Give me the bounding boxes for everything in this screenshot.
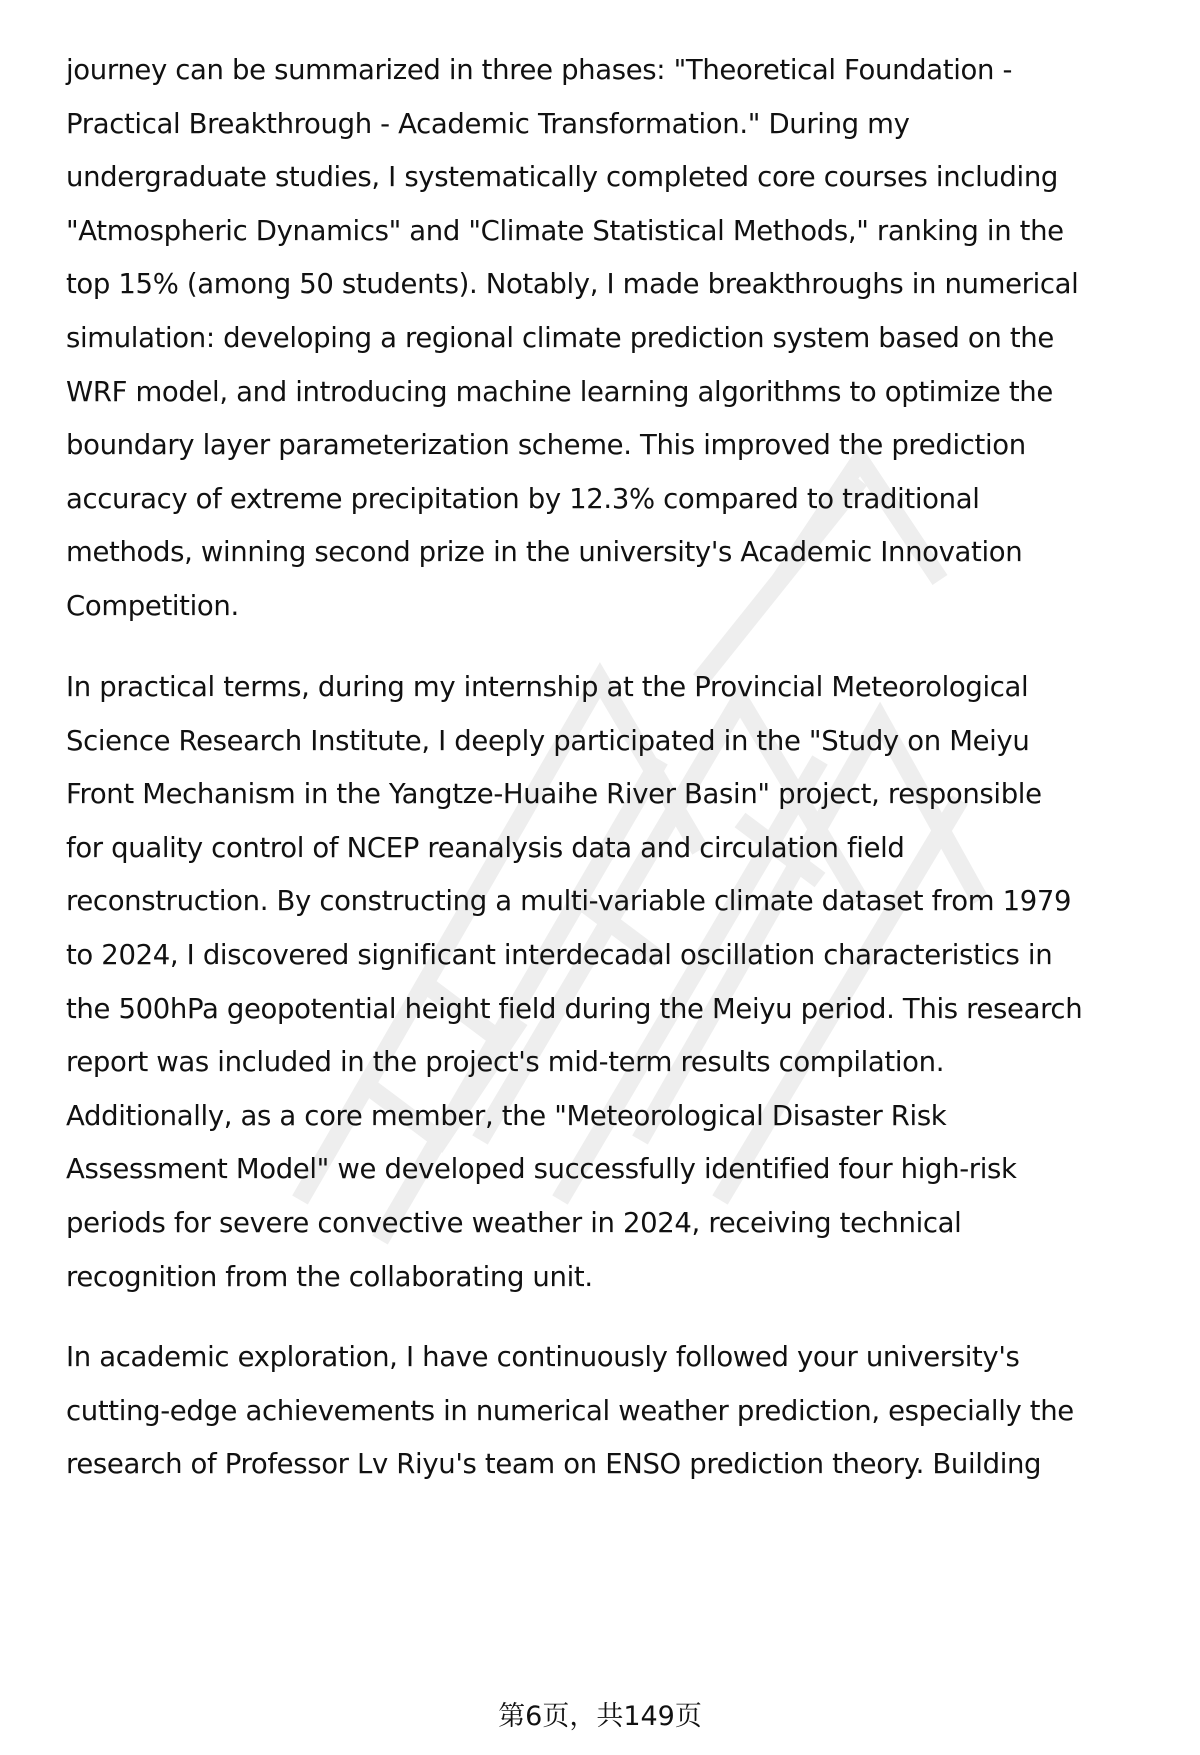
text-line: research of Professor Lv Riyu's team on ENSO prediction theory. Building xyxy=(66,1448,1042,1481)
text-line: reconstruction. By constructing a multi-variable climate dataset from 1979 xyxy=(66,885,1072,918)
paragraph-internship xyxy=(66,661,1186,1304)
text-line: Assessment Model" we developed successfully identified four high-risk xyxy=(66,1153,1017,1186)
text-line: top 15% (among 50 students). Notably, I made breakthroughs in numerical xyxy=(66,268,1079,301)
text-line: undergraduate studies, I systematically completed core courses including xyxy=(66,161,1059,194)
text-line: for quality control of NCEP reanalysis data and circulation field xyxy=(66,831,905,864)
text-line: boundary layer parameterization scheme. This improved the prediction xyxy=(66,429,1026,462)
text-line: In practical terms, during my internship at the Provincial Meteorological xyxy=(66,671,1029,703)
text-line: periods for severe convective weather in 2024, receiving technical xyxy=(66,1206,962,1239)
text-line: report was included in the project's mid-term results compilation. xyxy=(66,1046,945,1079)
page-number-footer: 第6页，共149页 xyxy=(498,1701,702,1732)
text-line: cutting-edge achievements in numerical weather prediction, especially the xyxy=(66,1394,1074,1427)
text-line: "Atmospheric Dynamics" and "Climate Statistical Methods," ranking in the xyxy=(66,214,1064,247)
text-line: Science Research Institute, I deeply participated in the "Study on Meiyu xyxy=(66,724,1030,757)
text-line: to 2024, I discovered significant interdecadal oscillation characteristics in xyxy=(66,938,1053,971)
text-line: Competition. xyxy=(66,589,239,622)
text-line: methods, winning second prize in the university's Academic Innovation xyxy=(66,536,1023,569)
text-line: Front Mechanism in the Yangtze-Huaihe River Basin" project, responsible xyxy=(66,778,1042,811)
text-line: In academic exploration, I have continuously followed your university's xyxy=(66,1341,1020,1373)
text-line: accuracy of extreme precipitation by 12.3% compared to traditional xyxy=(66,482,980,515)
text-line: simulation: developing a regional climate prediction system based on the xyxy=(66,321,1054,354)
text-line: recognition from the collaborating unit. xyxy=(66,1260,593,1293)
text-line: the 500hPa geopotential height field during the Meiyu period. This research xyxy=(66,992,1083,1025)
text-line: Additionally, as a core member, the "Meteorological Disaster Risk xyxy=(66,1099,947,1132)
text-line: journey can be summarized in three phases: "Theoretical Foundation - xyxy=(66,54,1013,86)
paragraph-academic-exploration xyxy=(66,1331,1186,1492)
text-line: WRF model, and introducing machine learning algorithms to optimize the xyxy=(66,375,1053,408)
text-line: Practical Breakthrough - Academic Transformation." During my xyxy=(66,107,910,140)
paragraph-undergraduate xyxy=(66,44,1186,634)
